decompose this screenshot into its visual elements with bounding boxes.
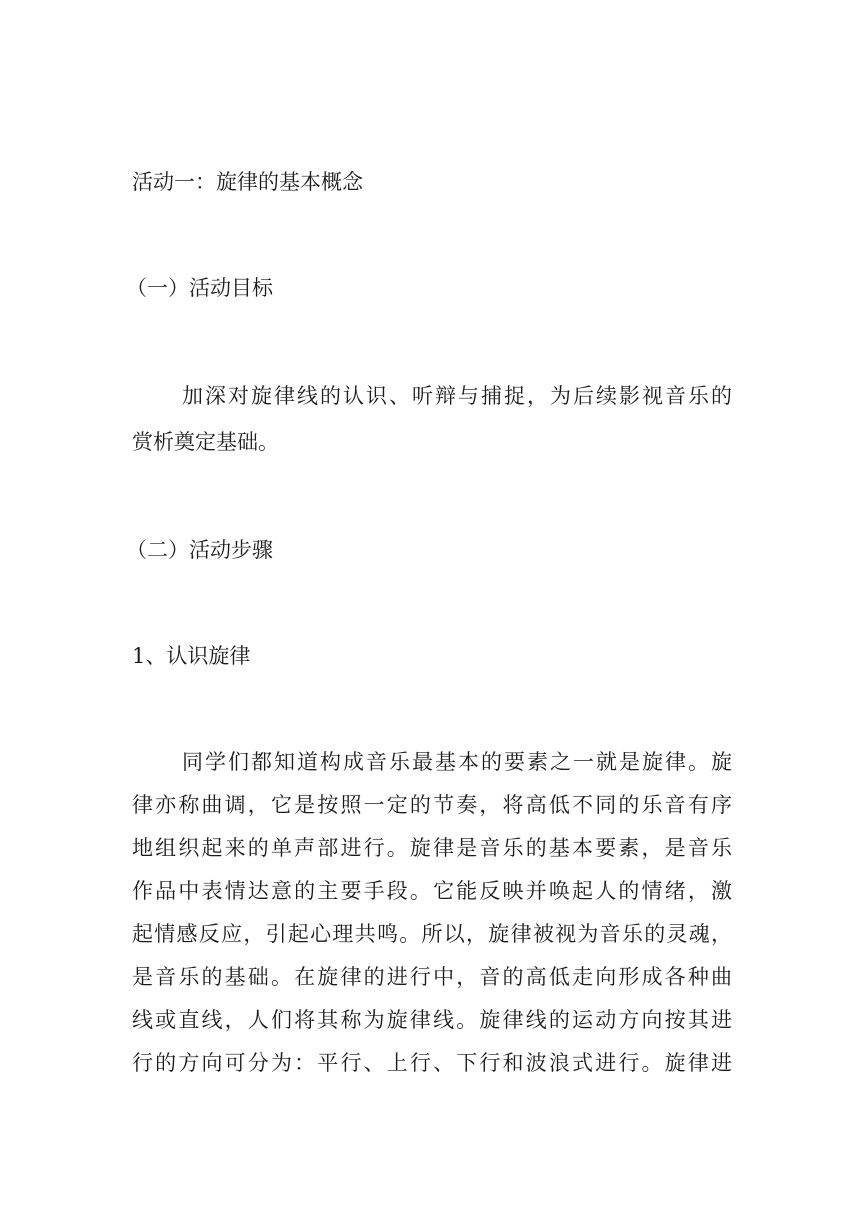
paragraph-line: 作品中表情达意的主要手段。它能反映并唤起人的情绪，激 (132, 879, 732, 903)
section-heading-steps: （二）活动步骤 (126, 538, 273, 562)
paragraph-line: 加深对旋律线的认识、听辩与捕捉，为后续影视音乐的 (182, 384, 732, 408)
step-heading-1: 1、认识旋律 (132, 644, 251, 668)
paragraph-line: 律亦称曲调，它是按照一定的节奏，将高低不同的乐音有序 (132, 793, 732, 817)
paragraph-line: 线或直线，人们将其称为旋律线。旋律线的运动方向按其进 (132, 1008, 732, 1032)
paragraph-line: 起情感反应，引起心理共鸣。所以，旋律被视为音乐的灵魂， (132, 922, 732, 946)
paragraph-line: 地组织起来的单声部进行。旋律是音乐的基本要素，是音乐 (132, 836, 732, 860)
section-heading-goal: （一）活动目标 (126, 276, 273, 300)
paragraph-line: 同学们都知道构成音乐最基本的要素之一就是旋律。旋 (182, 750, 732, 774)
paragraph-line: 是音乐的基础。在旋律的进行中，音的高低走向形成各种曲 (132, 965, 732, 989)
paragraph-line: 行的方向可分为：平行、上行、下行和波浪式进行。旋律进 (132, 1051, 732, 1075)
paragraph-line: 赏析奠定基础。 (132, 430, 279, 454)
activity-title: 活动一：旋律的基本概念 (132, 170, 363, 194)
